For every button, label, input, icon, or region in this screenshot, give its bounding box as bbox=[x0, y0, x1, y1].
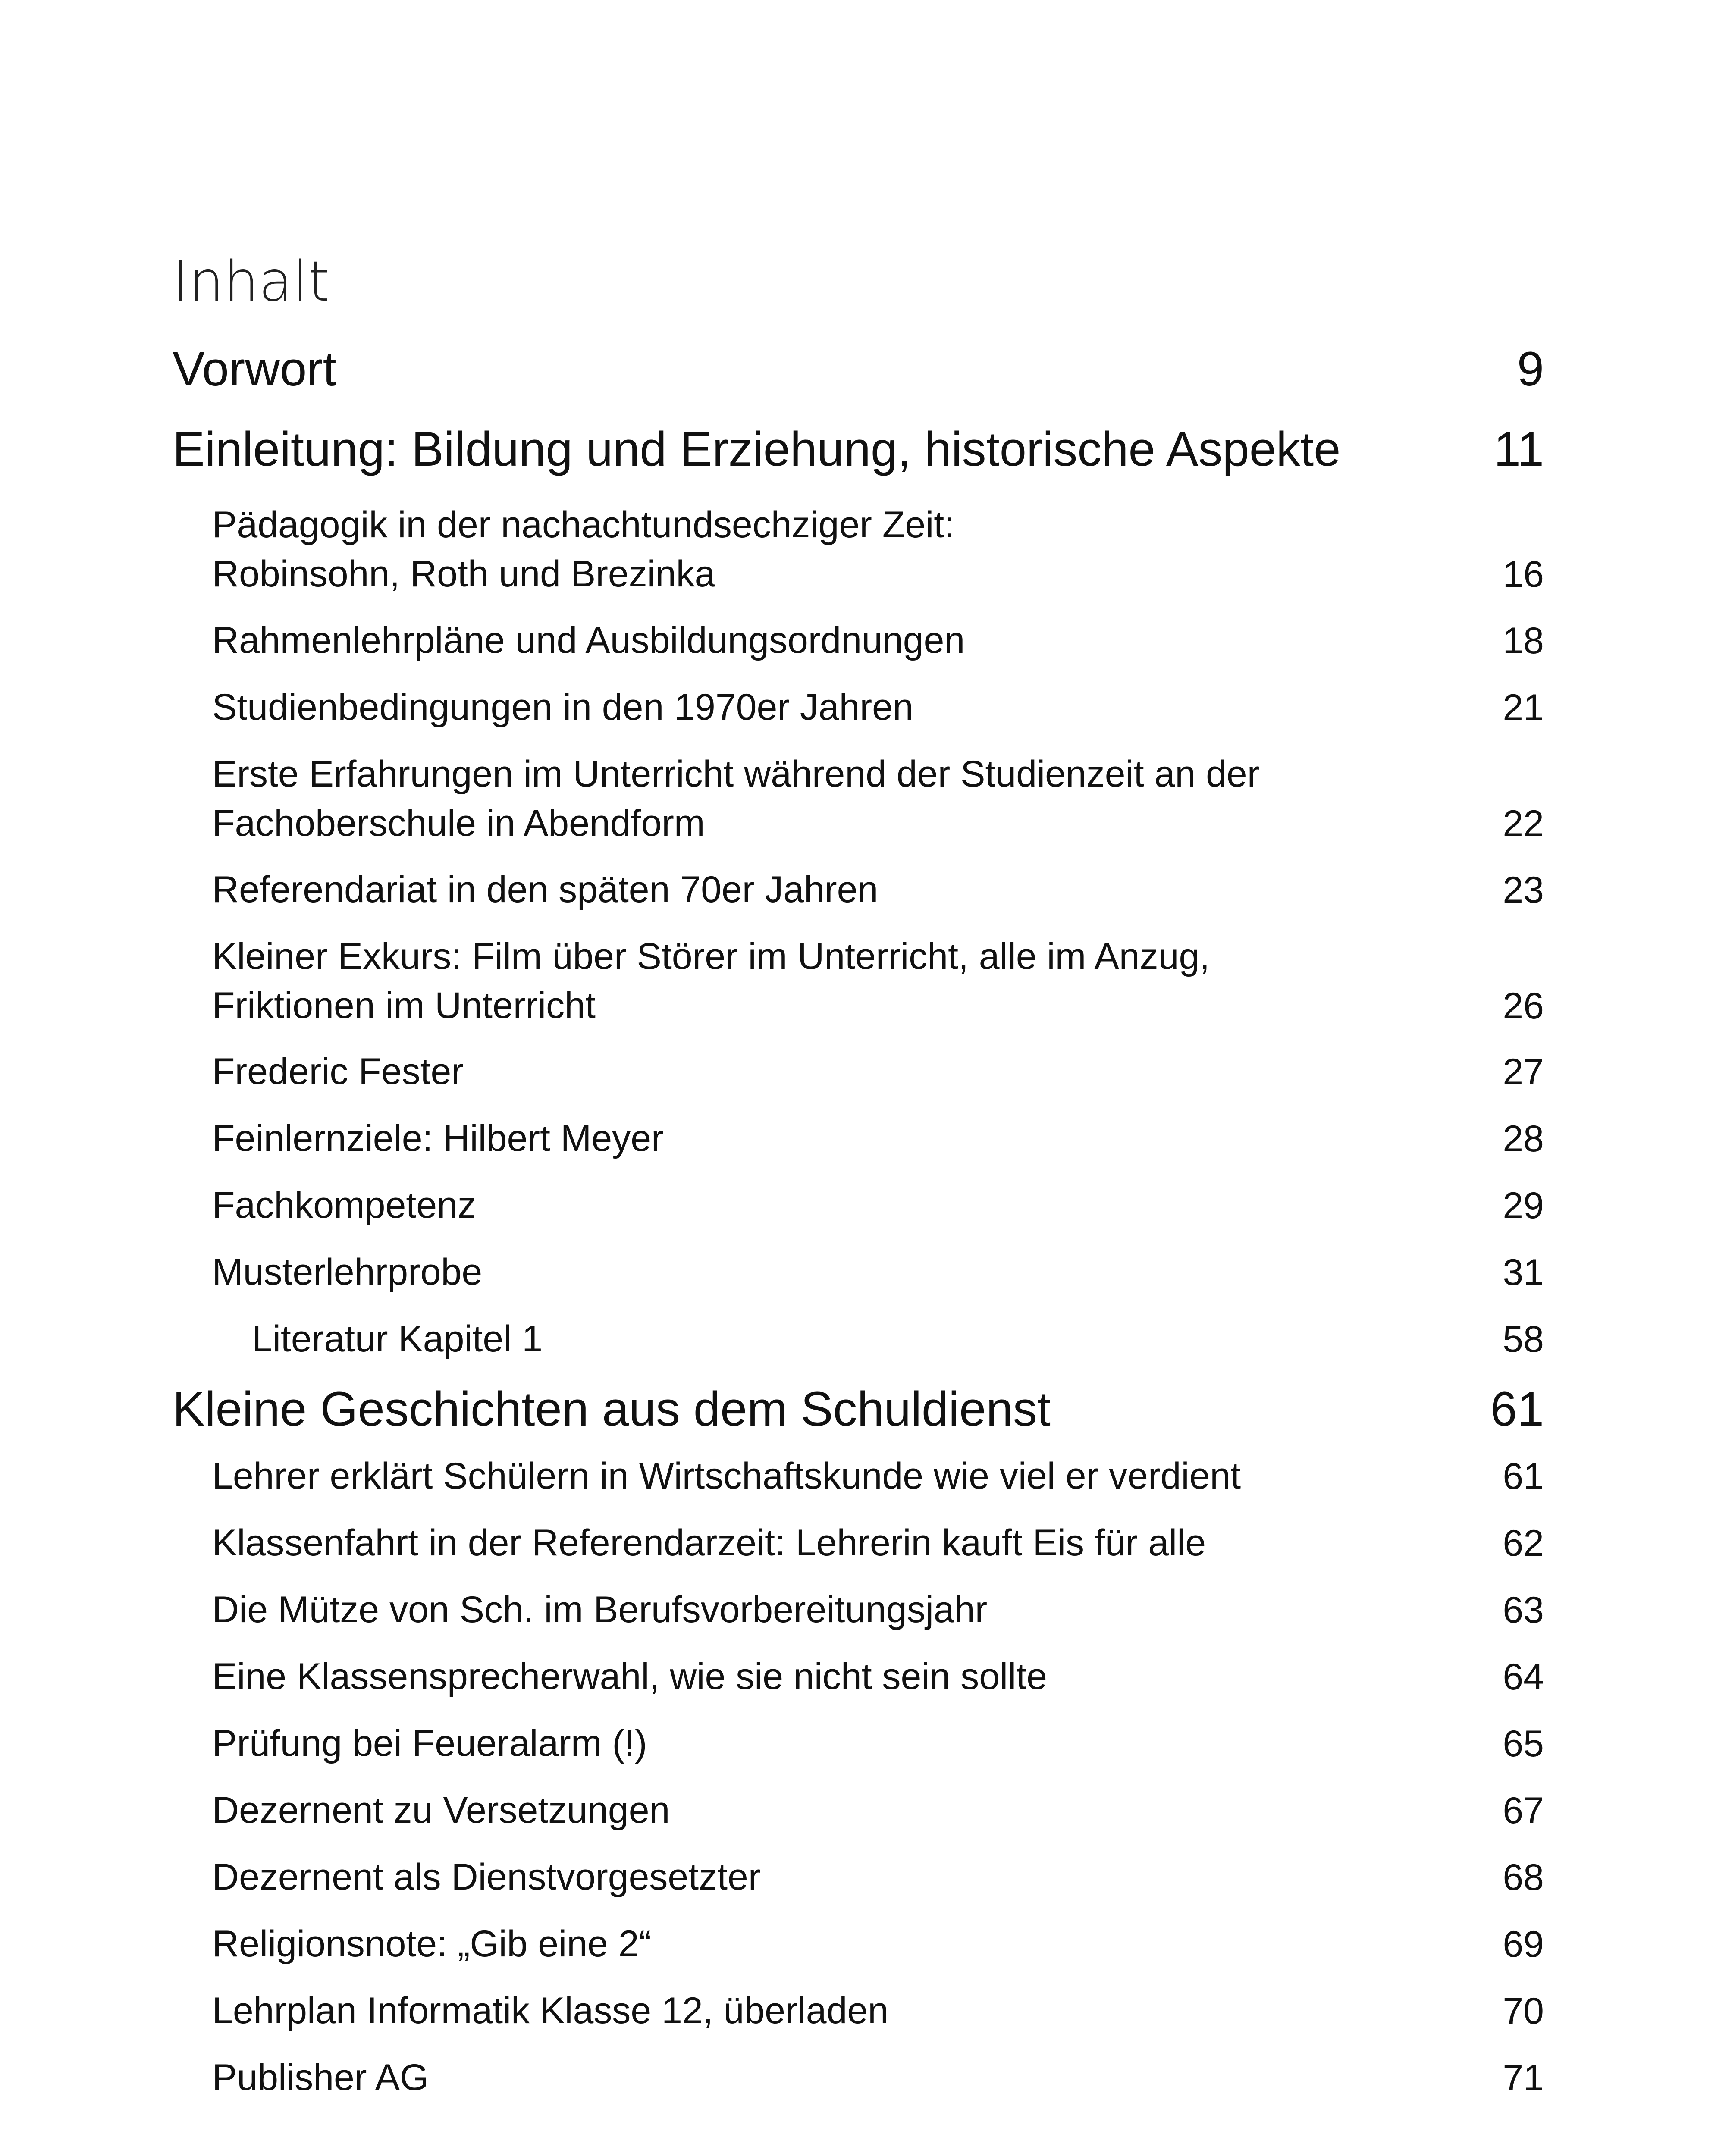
toc-entry-page: 67 bbox=[1503, 1789, 1544, 1831]
toc-entry-page: 16 bbox=[1503, 553, 1544, 595]
toc-entry-level2[interactable] bbox=[173, 1585, 1544, 1635]
toc-entry-page: 62 bbox=[1503, 1522, 1544, 1564]
toc-entry-level2[interactable] bbox=[173, 1114, 1544, 1163]
toc-heading: Inhalt bbox=[173, 250, 330, 314]
toc-entry-page: 70 bbox=[1503, 1990, 1544, 2032]
toc-entry-level2[interactable] bbox=[173, 865, 1544, 915]
toc-entry-title: Studienbedingungen in den 1970er Jahren bbox=[212, 686, 913, 728]
toc-entry-level2[interactable] bbox=[173, 500, 1544, 599]
toc-entry-title: Religionsnote: „Gib eine 2“ bbox=[212, 1923, 652, 1965]
toc-entry-page: 31 bbox=[1503, 1251, 1544, 1293]
toc-entry-level2[interactable] bbox=[173, 749, 1544, 848]
toc-entry-page: 18 bbox=[1503, 620, 1544, 661]
toc-entry-title: Rahmenlehrpläne und Ausbildungsordnungen bbox=[212, 620, 965, 661]
toc-entry-level2[interactable] bbox=[173, 683, 1544, 732]
toc-entry-level3[interactable] bbox=[173, 1314, 1544, 1364]
toc-entry-page: 29 bbox=[1503, 1185, 1544, 1226]
toc-entry-page: 61 bbox=[1490, 1382, 1544, 1436]
toc-entry-level2[interactable] bbox=[173, 1852, 1544, 1902]
toc-entry-level2[interactable] bbox=[173, 932, 1544, 1031]
toc-entry-level2[interactable] bbox=[173, 1247, 1544, 1297]
toc-entry-page: 63 bbox=[1503, 1589, 1544, 1631]
toc-entry-level2[interactable] bbox=[173, 1518, 1544, 1568]
toc-entry-level2[interactable] bbox=[173, 1919, 1544, 1969]
toc-entry-level2[interactable] bbox=[173, 2053, 1544, 2103]
toc-entry-page: 58 bbox=[1503, 1318, 1544, 1360]
toc-entry-title: Kleine Geschichten aus dem Schuldienst bbox=[173, 1382, 1051, 1436]
toc-entry-title: Dezernent zu Versetzungen bbox=[212, 1789, 670, 1831]
toc-entry-title: Publisher AG bbox=[212, 2057, 429, 2098]
toc-entry-title: Lehrer erklärt Schülern in Wirtschaftskunde wie viel er verdient bbox=[212, 1455, 1241, 1497]
toc-entry-title: Kleiner Exkurs: Film über Störer im Unterricht, alle im Anzug, Friktionen im Unterricht bbox=[212, 936, 1210, 1027]
toc-entry-title: Eine Klassensprecherwahl, wie sie nicht sein sollte bbox=[212, 1656, 1047, 1697]
toc-entry-level1[interactable] bbox=[173, 422, 1544, 476]
toc-entry-page: 27 bbox=[1503, 1051, 1544, 1093]
toc-entry-page: 61 bbox=[1503, 1455, 1544, 1497]
toc-entry-level1[interactable] bbox=[173, 1382, 1544, 1436]
toc-entry-page: 23 bbox=[1503, 869, 1544, 911]
toc-entry-title: Fachkompetenz bbox=[212, 1185, 476, 1226]
toc-entry-level2[interactable] bbox=[173, 616, 1544, 665]
toc-entry-level2[interactable] bbox=[173, 1786, 1544, 1835]
toc-entry-title: Erste Erfahrungen im Unterricht während der Studienzeit an der Fachoberschule in Abendform bbox=[212, 753, 1260, 844]
toc-entry-page: 28 bbox=[1503, 1118, 1544, 1159]
toc-entry-title: Frederic Fester bbox=[212, 1051, 464, 1092]
toc-entry-level2[interactable] bbox=[173, 1451, 1544, 1501]
toc-entry-title: Referendariat in den späten 70er Jahren bbox=[212, 869, 879, 910]
toc-entry-level1[interactable] bbox=[173, 342, 1544, 396]
toc-entry-level2[interactable] bbox=[173, 1047, 1544, 1097]
toc-entry-title: Einleitung: Bildung und Erziehung, historische Aspekte bbox=[173, 422, 1341, 476]
toc-entry-page: 65 bbox=[1503, 1723, 1544, 1764]
toc-entry-title: Vorwort bbox=[173, 342, 336, 396]
toc-entry-level2[interactable] bbox=[173, 1181, 1544, 1230]
toc-entry-title: Dezernent als Dienstvorgesetzter bbox=[212, 1856, 761, 1898]
toc-entry-level2[interactable] bbox=[173, 1652, 1544, 1702]
toc-entry-title: Prüfung bei Feueralarm (!) bbox=[212, 1723, 647, 1764]
toc-entry-page: 68 bbox=[1503, 1856, 1544, 1898]
toc-entry-page: 71 bbox=[1503, 2057, 1544, 2099]
toc-entry-page: 21 bbox=[1503, 686, 1544, 728]
toc-entry-level2[interactable] bbox=[173, 1986, 1544, 2036]
toc-entry-title: Musterlehrprobe bbox=[212, 1251, 483, 1293]
toc-entry-page: 64 bbox=[1503, 1656, 1544, 1698]
toc-entry-title: Lehrplan Informatik Klasse 12, überladen bbox=[212, 1990, 889, 2031]
toc-entry-title: Literatur Kapitel 1 bbox=[252, 1318, 543, 1360]
toc-entry-title: Die Mütze von Sch. im Berufsvorbereitungsjahr bbox=[212, 1589, 988, 1630]
toc-entry-level2[interactable] bbox=[173, 1719, 1544, 1768]
toc-entry-page: 22 bbox=[1503, 802, 1544, 844]
toc-entry-page: 9 bbox=[1517, 342, 1544, 396]
toc-entry-page: 11 bbox=[1494, 422, 1544, 476]
toc-entry-title: Klassenfahrt in der Referendarzeit: Lehrerin kauft Eis für alle bbox=[212, 1522, 1206, 1564]
toc-entry-page: 69 bbox=[1503, 1923, 1544, 1965]
toc-entry-title: Pädagogik in der nachachtundsechziger Zeit: Robinsohn, Roth und Brezinka bbox=[212, 504, 955, 595]
toc-entry-page: 26 bbox=[1503, 985, 1544, 1027]
toc-entry-title: Feinlernziele: Hilbert Meyer bbox=[212, 1118, 664, 1159]
